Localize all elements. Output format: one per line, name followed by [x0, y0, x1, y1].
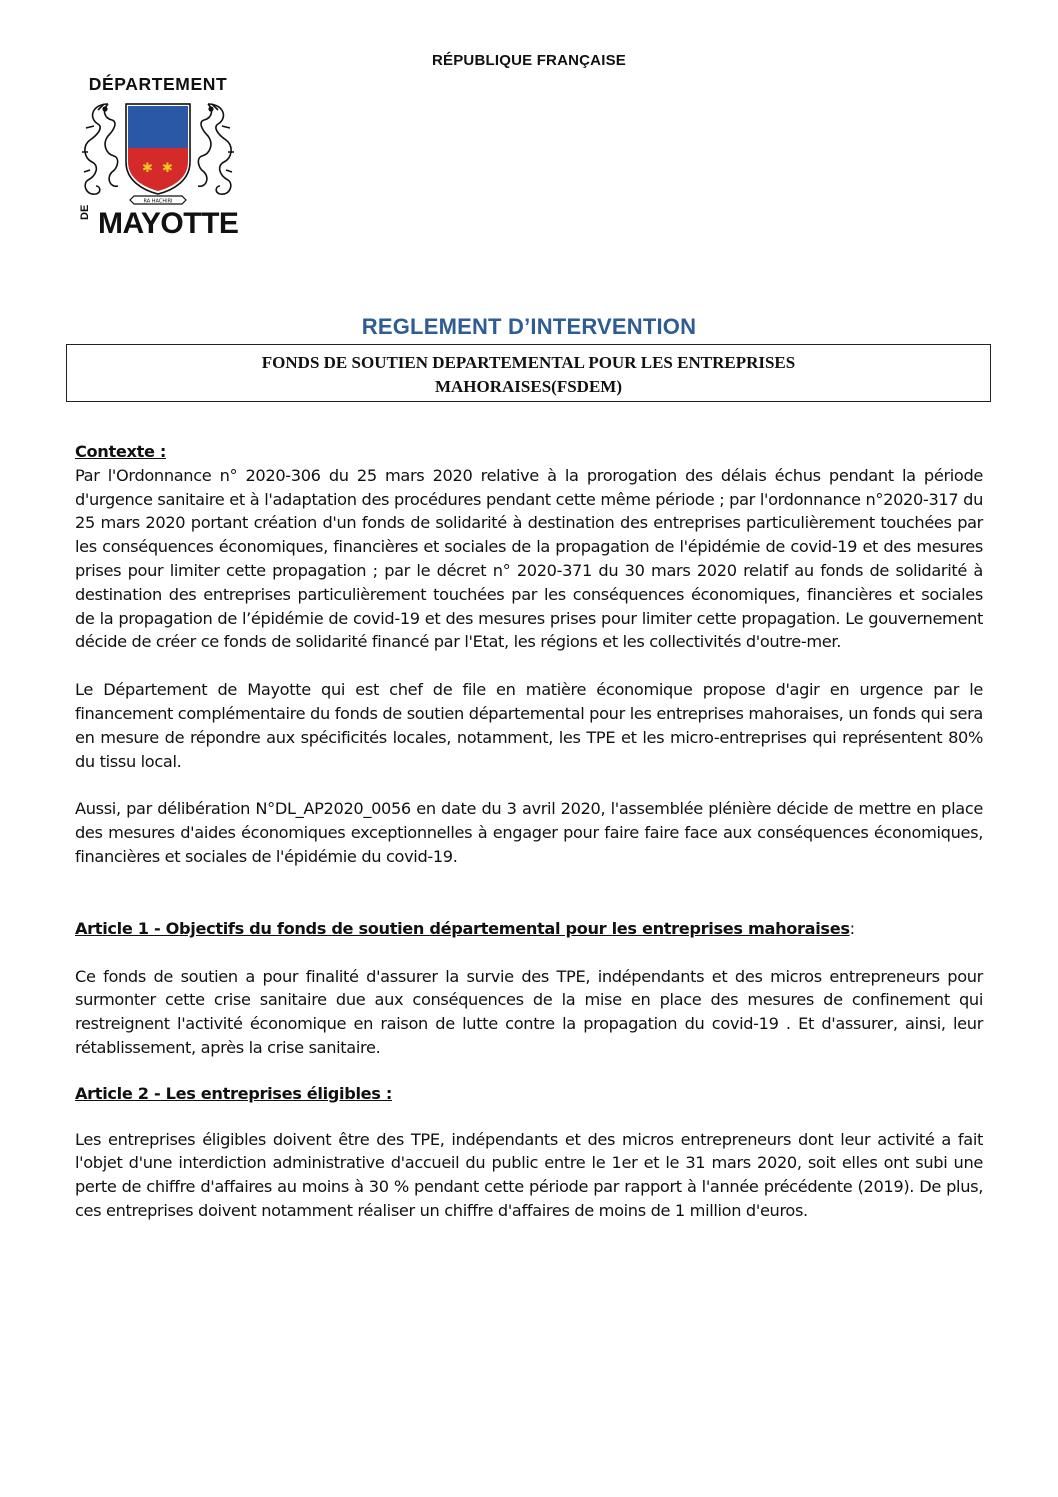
logo-departement-text: DÉPARTEMENT: [88, 74, 228, 94]
fund-title-box: [66, 344, 991, 402]
article-1-heading-suffix: :: [849, 918, 855, 938]
coat-of-arms-emblem: [78, 96, 238, 208]
fund-title-line1: FONDS DE SOUTIEN DEPARTEMENTAL POUR LES ENTREPRISES: [261, 353, 796, 372]
logo-bottom-text: [78, 202, 238, 246]
main-title: REGLEMENT D’INTERVENTION: [361, 314, 697, 339]
document-body: [75, 440, 983, 1223]
article-1-paragraph: Ce fonds de soutien a pour finalité d'assurer la survie des TPE, indépendants et des micros entrepreneurs pour surmonter cette crise sanitaire due aux conséquences de la mise en place des mesures de confinement qui restreignent l'activité économique en raison de lutte contre la propagation du covid-19 . Et d'assurer, ainsi, leur rétablissement, après la crise sanitaire.: [75, 966, 983, 1057]
contexte-paragraph-2: Le Département de Mayotte qui est chef de file en matière économique propose d'agir en urgence par le financement complémentaire du fonds de soutien départemental pour les entreprises mahoraises, un fonds qui sera en mesure de répondre aux spécificités locales, notamment, les TPE et les micro-entreprises qui représentent 80% du tissu local.: [75, 680, 983, 771]
departement-mayotte-logo: [78, 74, 238, 246]
ribbon-text: RA HACHIRI: [143, 198, 173, 205]
contexte-paragraph-3: Aussi, par délibération N°DL_AP2020_0056 en date du 3 avril 2020, l'assemblée plénière décide de mettre en place des mesures d'aides économiques exceptionnelles à engager pour faire faire face aux conséquences économiques, financières et sociales de l'épidémie du covid-19.: [75, 799, 983, 866]
republique-francaise-header: RÉPUBLIQUE FRANÇAISE: [431, 52, 626, 69]
contexte-heading: Contexte :: [75, 442, 167, 461]
left-seahorse-icon: [82, 104, 118, 194]
article-2-heading: Article 2 - Les entreprises éligibles :: [75, 1083, 393, 1103]
logo-mayotte-text: MAYOTTE: [98, 207, 239, 240]
article-1-heading: Article 1 - Objectifs du fonds de soutien départemental pour les entreprises mahoraises: [75, 918, 850, 938]
svg-text:✱: ✱: [162, 161, 173, 176]
svg-text:✱: ✱: [142, 161, 153, 176]
article-1-heading-line: [75, 917, 983, 941]
fund-title-line2: MAHORAISES(FSDEM): [434, 377, 622, 396]
shield-icon: [126, 104, 190, 194]
contexte-paragraph-1: Par l'Ordonnance n° 2020-306 du 25 mars 2020 relative à la prorogation des délais échus pendant la période d'urgence sanitaire et à l'adaptation des procédures pendant cette même période ; par l'ordonnance n°2020-317 du 25 mars 2020 portant création d'un fonds de solidarité à destination des entreprises particulièrement touchées par les conséquences économiques, financières et sociales de la propagation de l'épidémie de covid-19 et des mesures prises pour limiter cette propagation ; par le décret n° 2020-371 du 30 mars 2020 relatif au fonds de solidarité à destination des entreprises particulièrement touchées par les conséquences économiques, financières et sociales de la propagation de l’épidémie de covid-19 et des mesures prises pour limiter cette propagation. Le gouvernement décide de créer ce fonds de solidarité financé par l'Etat, les régions et les collectivités d'outre-mer.: [75, 465, 983, 652]
logo-de-text: DE: [79, 204, 91, 220]
right-seahorse-icon: [198, 104, 234, 194]
article-2-paragraph: Les entreprises éligibles doivent être des TPE, indépendants et des micros entrepreneurs dont leur activité a fait l'objet d'une interdiction administrative d'accueil du public entre le 1er et le 31 mars 2020, soit elles ont subi une perte de chiffre d'affaires au moins à 30 % pendant cette période par rapport à l'année précédente (2019). De plus, ces entreprises doivent notamment réaliser un chiffre d'affaires de moins de 1 million d'euros.: [75, 1129, 983, 1220]
